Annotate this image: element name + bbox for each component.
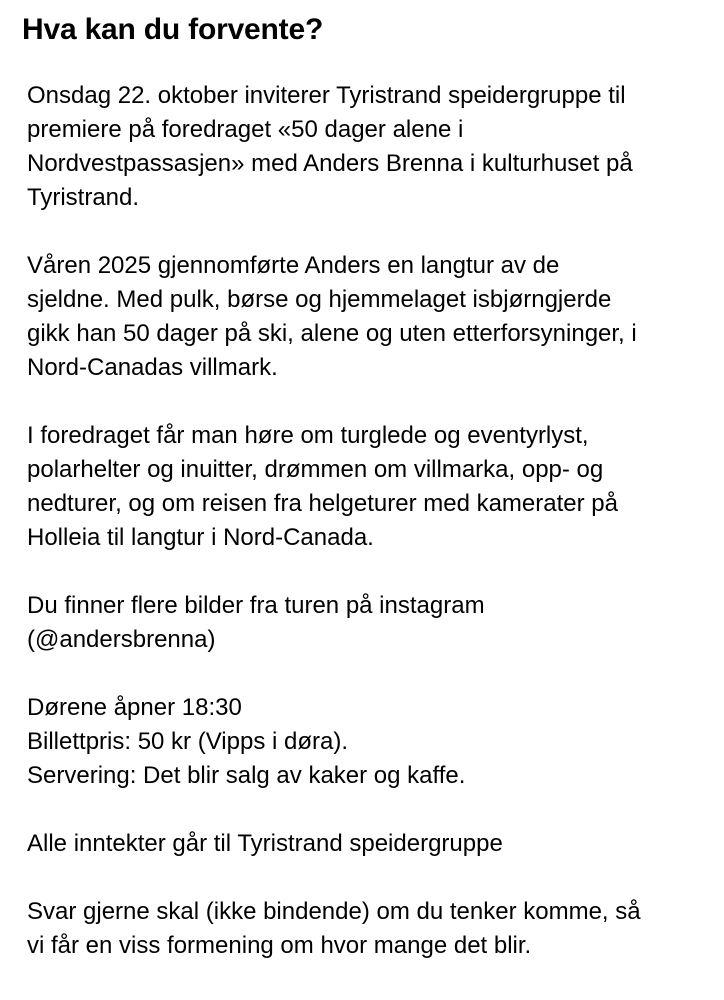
text-line: Dørene åpner 18:30 (27, 694, 242, 721)
text-line: Våren 2025 gjennomførte Anders en langtur av de (27, 252, 560, 279)
paragraph-intro (27, 79, 707, 215)
paragraph-practical-info (27, 691, 707, 793)
text-line: Onsdag 22. oktober inviterer Tyristrand speidergruppe til (27, 82, 626, 109)
text-line: sjeldne. Med pulk, børse og hjemmelaget isbjørngjerde (27, 286, 612, 313)
text-line: Servering: Det blir salg av kaker og kaffe. (27, 762, 466, 789)
paragraph-instagram (27, 589, 707, 657)
page-title: Hva kan du forvente? (22, 13, 324, 46)
text-line: Tyristrand. (27, 184, 140, 211)
text-line: Billettpris: 50 kr (Vipps i døra). (27, 728, 348, 755)
paragraph-rsvp (27, 895, 707, 963)
paragraph-trip (27, 249, 707, 385)
text-line: Alle inntekter går til Tyristrand speidergruppe (27, 830, 503, 857)
text-line: Svar gjerne skal (ikke bindende) om du tenker komme, så (27, 898, 641, 925)
text-line: gikk han 50 dager på ski, alene og uten etterforsyninger, i (27, 320, 637, 347)
text-line: nedturer, og om reisen fra helgeturer med kamerater på (27, 490, 618, 517)
text-line: vi får en viss formening om hvor mange det blir. (27, 932, 532, 959)
text-line: polarhelter og inuitter, drømmen om villmarka, opp- og (27, 456, 604, 483)
text-line: premiere på foredraget «50 dager alene i (27, 116, 464, 143)
text-line: Nordvestpassasjen» med Anders Brenna i kulturhuset på (27, 150, 633, 177)
text-line: (@andersbrenna) (27, 626, 216, 653)
paragraph-lecture (27, 419, 707, 555)
event-description (27, 79, 707, 997)
text-line: Du finner flere bilder fra turen på instagram (27, 592, 485, 619)
text-line: Holleia til langtur i Nord-Canada. (27, 524, 374, 551)
paragraph-income (27, 827, 707, 861)
text-line: Nord-Canadas villmark. (27, 354, 278, 381)
text-line: I foredraget får man høre om turglede og eventyrlyst, (27, 422, 589, 449)
